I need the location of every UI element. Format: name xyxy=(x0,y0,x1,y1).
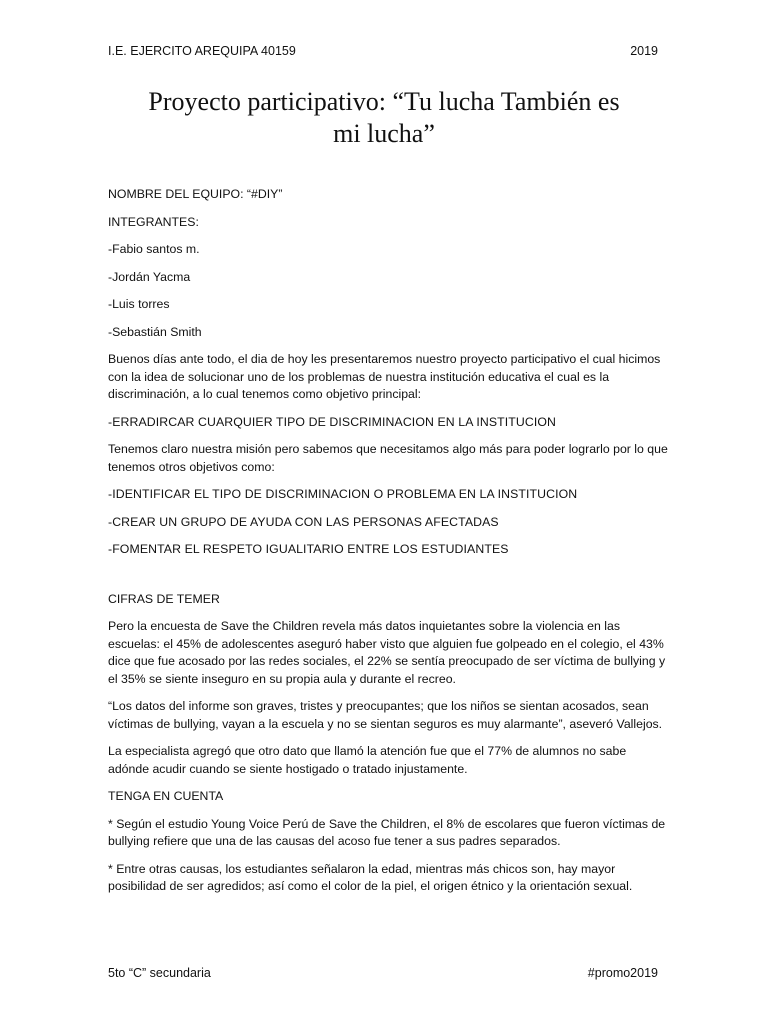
member-item: -Fabio santos m. xyxy=(108,242,200,256)
objective-item: -CREAR UN GRUPO DE AYUDA CON LAS PERSONAS AFECTADAS xyxy=(108,514,499,529)
member-item: -Jordán Yacma xyxy=(108,269,191,284)
team-name: NOMBRE DEL EQUIPO: “#DIY” xyxy=(108,187,283,201)
quote-paragraph: “Los datos del informe son graves, tristes y preocupantes; que los niños se sientan acosados, sean víctimas de bullying, vayan a la escuela y no se sientan seguros es muy alarmante”, aseveró Vallejos. xyxy=(108,699,663,731)
footer-tag: #promo2019 xyxy=(587,966,658,980)
member-item: -Sebastián Smith xyxy=(108,324,202,339)
mission-paragraph: Tenemos claro nuestra misión pero sabemos que necesitamos algo más para poder lograrlo por lo que tenemos otros objetivos como: xyxy=(108,442,668,474)
title-line-2: mi lucha” xyxy=(333,119,435,148)
member-item: -Luis torres xyxy=(108,297,170,311)
section-gap xyxy=(108,569,668,591)
header-school: I.E. EJERCITO AREQUIPA 40159 xyxy=(108,44,296,58)
note-paragraph: * Según el estudio Young Voice Perú de Save the Children, el 8% de escolares que fueron víctimas de bullying refiere que una de las causas del acoso fue tener a sus padres separados. xyxy=(108,816,666,848)
page-footer xyxy=(108,966,658,980)
title-line-1: Proyecto participativo: “Tu lucha También es xyxy=(148,87,620,116)
notes-heading: TENGA EN CUENTA xyxy=(108,789,224,803)
figures-paragraph: Pero la encuesta de Save the Children revela más datos inquietantes sobre la violencia en las escuelas: el 45% de adolescentes aseguró haber visto que alguien fue golpeado en el colegio, el 43% dice que fue acosado por las redes sociales, el 22% se sentía preocupado de ser víctima de bullying y el 35% se siente inseguro en su propia aula y durante el recreo. xyxy=(108,619,666,686)
members-label: INTEGRANTES: xyxy=(108,214,199,229)
figures-heading: CIFRAS DE TEMER xyxy=(108,591,220,606)
figures-paragraph: La especialista agregó que otro dato que llamó la atención fue que el 77% de alumnos no sabe adónde acudir cuando se siente hostigado o tratado injustamente. xyxy=(108,744,627,776)
document-title xyxy=(70,86,698,150)
objective-item: -IDENTIFICAR EL TIPO DE DISCRIMINACION O PROBLEMA EN LA INSTITUCION xyxy=(108,487,578,501)
footer-grade: 5to “C” secundaria xyxy=(108,966,211,980)
intro-paragraph: Buenos días ante todo, el dia de hoy les presentaremos nuestro proyecto participativo el cual hicimos con la idea de solucionar uno de los problemas de nuestra institución educativa el cual es la discriminación, a lo cual tenemos como objetivo principal: xyxy=(108,352,661,401)
document-body xyxy=(108,186,668,906)
header-year: 2019 xyxy=(630,44,658,58)
main-objective: -ERRADIRCAR CUARQUIER TIPO DE DISCRIMINACION EN LA INSTITUCION xyxy=(108,414,557,429)
objective-item: -FOMENTAR EL RESPETO IGUALITARIO ENTRE LOS ESTUDIANTES xyxy=(108,542,509,556)
note-paragraph: * Entre otras causas, los estudiantes señalaron la edad, mientras más chicos son, hay mayor posibilidad de ser agredidos; así como el color de la piel, el origen étnico y la orientación sexual. xyxy=(108,861,633,893)
page-header xyxy=(108,44,658,58)
